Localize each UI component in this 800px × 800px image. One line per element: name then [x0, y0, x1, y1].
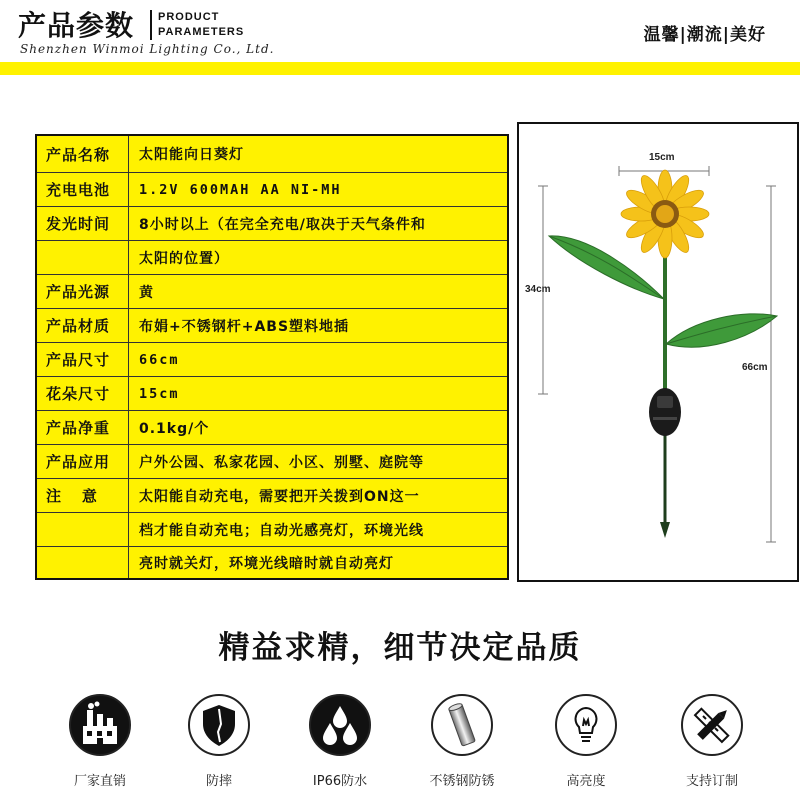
feature-item	[654, 694, 764, 794]
feature-item	[282, 694, 392, 794]
spec-value: 66cm	[139, 351, 180, 368]
spec-value: 太阳能自动充电，需要把开关拨到ON这一	[139, 488, 420, 505]
spec-value: 太阳的位置）	[139, 250, 229, 267]
tagline: 精益求精，细节决定品质	[218, 630, 582, 666]
feature-label: 厂家直销	[73, 774, 126, 789]
dimension-upper: 34cm	[525, 284, 551, 295]
company-name: Shenzhen Winmoi Lighting Co., Ltd.	[20, 42, 275, 56]
sunflower-lamp-illustration	[519, 124, 797, 580]
spec-label	[37, 241, 129, 274]
pencil-ruler-icon	[681, 694, 743, 756]
spec-value: 档才能自动充电；自动光感亮灯，环境光线	[139, 522, 424, 539]
spec-row	[37, 308, 507, 342]
spec-value: 黄	[139, 284, 154, 301]
spec-label	[37, 513, 129, 546]
steel-tube-icon	[431, 694, 493, 756]
spec-table	[35, 134, 509, 580]
feature-label: 支持订制	[685, 774, 738, 789]
spec-row	[37, 240, 507, 274]
water-drops-icon	[309, 694, 371, 756]
spec-row	[37, 444, 507, 478]
spec-label: 产品应用	[37, 445, 129, 478]
title-en-line2: PARAMETERS	[158, 26, 245, 38]
spec-value: 亮时就关灯，环境光线暗时就自动亮灯	[139, 555, 394, 572]
spec-row	[37, 136, 507, 172]
spec-row	[37, 206, 507, 240]
slogan: 温馨|潮流|美好	[643, 25, 766, 45]
spec-value: 15cm	[139, 385, 180, 402]
spec-value: 太阳能向日葵灯	[139, 147, 244, 163]
spec-value: 户外公园、私家花园、小区、别墅、庭院等	[139, 454, 424, 471]
spec-label: 产品尺寸	[37, 343, 129, 376]
page-title: 产品参数	[18, 9, 135, 42]
spec-row	[37, 172, 507, 206]
spec-label: 产品净重	[37, 411, 129, 444]
feature-item	[42, 694, 152, 794]
dimension-total: 66cm	[742, 362, 768, 373]
spec-label: 产品材质	[37, 309, 129, 342]
product-image	[517, 122, 799, 582]
spec-value: 1.2V 600MAH AA NI-MH	[139, 181, 342, 198]
spec-label: 产品光源	[37, 275, 129, 308]
feature-label: 不锈钢防锈	[429, 774, 495, 789]
spec-label: 产品名称	[37, 136, 129, 172]
spec-label: 花朵尺寸	[37, 377, 129, 410]
feature-label: 高亮度	[566, 774, 606, 789]
title-divider	[150, 10, 152, 40]
factory-icon	[69, 694, 131, 756]
spec-row	[37, 478, 507, 512]
feature-list	[0, 694, 800, 794]
spec-value: 布娟+不锈钢杆+ABS塑料地插	[139, 318, 350, 335]
feature-item	[528, 694, 638, 794]
spec-label: 注 意	[37, 479, 129, 512]
feature-item	[404, 694, 514, 794]
feature-item	[161, 694, 271, 794]
title-en-line1: PRODUCT	[158, 11, 220, 23]
spec-value: 0.1kg/个	[139, 420, 210, 437]
spec-row	[37, 376, 507, 410]
header-yellow-band	[0, 62, 800, 75]
spec-row	[37, 546, 507, 578]
feature-label: 防摔	[205, 774, 232, 789]
feature-label: IP66防水	[312, 774, 368, 789]
dimension-flower: 15cm	[649, 152, 675, 163]
spec-value: 8小时以上（在完全充电/取决于天气条件和	[139, 216, 426, 233]
spec-row	[37, 410, 507, 444]
spec-label	[37, 547, 129, 578]
shield-icon	[188, 694, 250, 756]
spec-row	[37, 274, 507, 308]
header	[0, 0, 800, 75]
spec-row	[37, 512, 507, 546]
spec-row	[37, 342, 507, 376]
light-bulb-icon	[555, 694, 617, 756]
page-title-english	[158, 10, 244, 40]
spec-label: 发光时间	[37, 207, 129, 240]
spec-label: 充电电池	[37, 173, 129, 206]
